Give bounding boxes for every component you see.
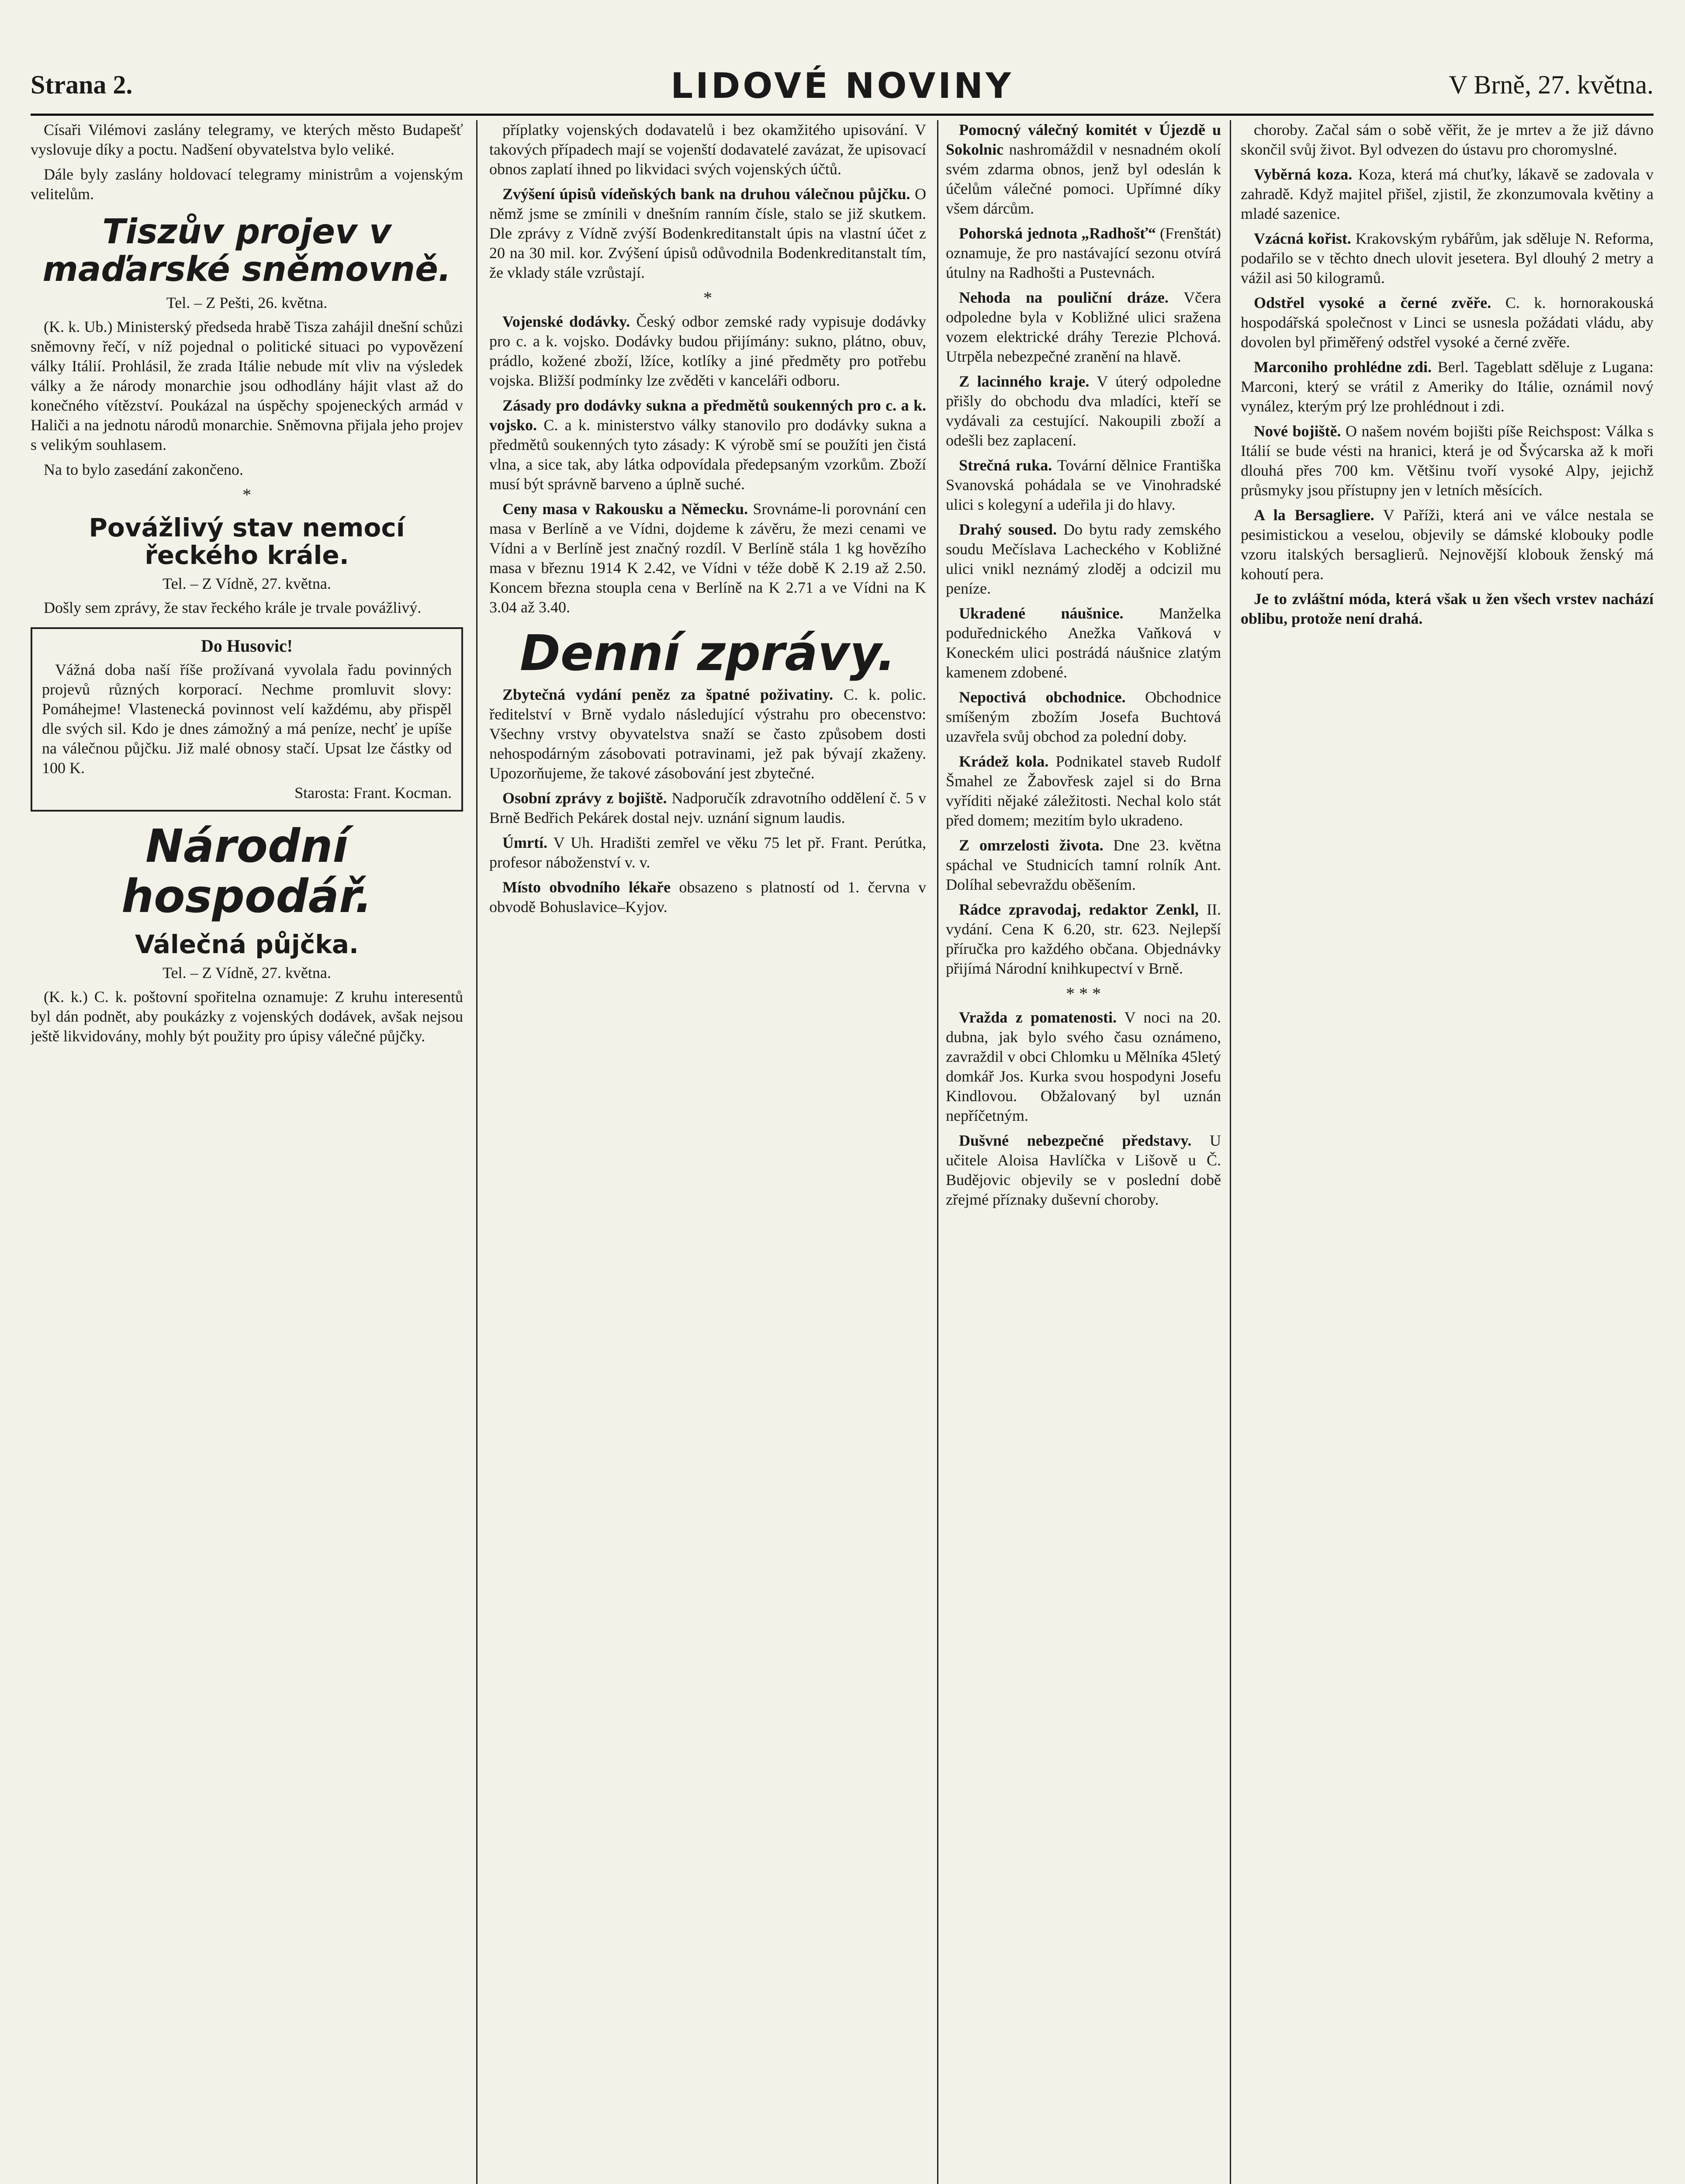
- masthead: [31, 66, 1654, 116]
- article-body: Český odbor zemské rady vypisuje dodávky pro c. a k. vojsko. Dodávky budou přijímány: sukno, plátno, obuv, prádlo, kožené zboží, lžíce, kotlíky a jiné předměty pro potřebu vojska. Bližší podmínky lze zvěděti v kanceláři odboru.: [489, 313, 926, 389]
- page-label: Strana 2.: [31, 70, 133, 99]
- article-title: Z omrzelosti života.: [959, 836, 1104, 854]
- article-title: Strečná ruka.: [959, 456, 1052, 474]
- headline-tisza: Tiszův projev v maďarské sněmovně.: [42, 212, 451, 289]
- article-continued: příplatky vojenských dodavatelů i bez okamžitého upisování. V takových případech mají se vojenští dodavatelé zavázat, že upisovací obnos zaplatí ihned po likvidaci svých vojenských účtů.: [489, 121, 926, 178]
- article-title: Zbytečná vydání peněz za špatné poživatiny.: [502, 686, 834, 704]
- column-rule-1: [476, 120, 477, 2184]
- article-body: U učitele Aloisa Havlíčka v Lišově u Č. Budějovic objevily se v poslední době zřejmé příznaky duševní choroby.: [946, 1132, 1221, 1208]
- dateline-tisza: Tel. – Z Pešti, 26. května.: [166, 294, 328, 311]
- article-title: Pomocný válečný komitét v Újezdě u Sokolnic: [946, 121, 1221, 158]
- notice-title: Do Husovic!: [201, 636, 293, 656]
- article-body: Dne 23. května spáchal ve Studnicích tamní rolník Ant. Dolíhal sebevraždu oběšením.: [946, 836, 1221, 893]
- headline-greek-king: Povážlivý stav nemocí řeckého krále.: [89, 512, 405, 570]
- article-body: Obchodnice smíšeným zbožím Josefa Buchtová uzavřela svůj obchod za polední doby.: [946, 688, 1221, 745]
- headline-denni-zpravy: Denní zprávy.: [519, 625, 896, 682]
- notice-box: [31, 627, 463, 812]
- article-title: Osobní zprávy z bojiště.: [502, 789, 667, 807]
- article-title: Úmrtí.: [502, 834, 547, 852]
- article-body: V Paříži, která ani ve válce nestala se pesimistickou a veselou, objevily se dámské klobouky podle vzoru italských bersaglierů. Nejnovější klobouk ženský má kohoutí pera.: [1241, 506, 1654, 583]
- article-title: Ukradené náušnice.: [959, 605, 1124, 622]
- article-body: Do bytu rady zemského soudu Mečíslava Lacheckého v Kobližné ulici vnikl neznámý zloděj a odcizil mu peníze.: [946, 521, 1221, 597]
- article-title: Odstřel vysoké a černé zvěře.: [1254, 294, 1491, 311]
- article-pujcka-body: (K. k.) C. k. poštovní spořitelna oznamuje: Z kruhu interesentů byl dán podnět, aby poukázky z vojenských dodávek, avšak nejsou ještě likvidovány, mohly být použity pro úpisy válečné půjčky.: [31, 988, 463, 1045]
- article-title: Dušvné nebezpečné představy.: [959, 1132, 1192, 1149]
- article-body: V noci na 20. dubna, jak bylo svého času oznámeno, zavraždil v obci Chlomku u Mělníka 45letý domkář Jos. Kurka svou hospodyni Josefu Kindlovou. Obžalovaný byl uznán nepříčetným.: [946, 1009, 1221, 1124]
- article-body: Krakovským rybářům, jak sděluje N. Reforma, podařilo se v těchto dnech ulovit jesetera. Byl dlouhý 2 metry a vážil asi 50 kilogramů.: [1241, 230, 1654, 287]
- article-body: Včera odpoledne byla v Kobližné ulici sražena vozem elektrické dráhy Terezie Plchová. Utrpěla nebezpečné zranění na hlavě.: [946, 289, 1221, 365]
- article-body: O němž jsme se zmínili v dnešním ranním čísle, stalo se již skutkem. Dle zprávy z Vídně zvýší Bodenkreditanstalt úpis na vlastní účet z 20 na 30 mil. kor. Zvýšení úpisů odůvodnila Bodenkreditanstalt tím, že vklady stále vzrůstají.: [489, 185, 926, 281]
- article-body: (Frenštát) oznamuje, že pro nastávající sezonu otvírá útulny na Radhošti a Pustevnách.: [946, 225, 1221, 281]
- article-body: II. vydání. Cena K 6.20, str. 623. Nejlepší příručka pro každého občana. Objednávky přijímá Národní knihkupectví v Brně.: [946, 901, 1221, 977]
- headline-narodni-hospodar: Národní hospodář.: [121, 819, 372, 923]
- column-2: [489, 120, 926, 2184]
- article-title: Drahý soused.: [959, 521, 1057, 538]
- column-rule-2: [937, 120, 938, 2184]
- article-body: O našem novém bojišti píše Reichspost: Válka s Itálií se bude vésti na hranici, která je od Švýcarska až k moři dlouhá přes 700 km. Většinu tvoří vysoké Alpy, jejichž průsmyky jsou přístupny jen v letních měsících.: [1241, 422, 1654, 499]
- article-body: C. a k. ministerstvo války stanovilo pro dodávky sukna a předmětů soukenných tyto zásady: K výrobě smí se použíti jen čistá vlna, a sice tak, aby látka odpovídala předepsaným vzorkům. Zboží musí být správně barveno a úplně suché.: [489, 416, 926, 493]
- article-title: Vzácná kořist.: [1254, 230, 1351, 247]
- article-title: Vyběrná koza.: [1254, 166, 1353, 183]
- article-closing: Je to zvláštní móda, která však u žen všech vrstev nachází oblibu, protože není drahá.: [1241, 590, 1654, 627]
- notice-body: Vážná doba naší říše prožívaná vyvolala řadu povinných projevů různých korporací. Nechme promluvit slovy: Pomáhejme! Vlastenecká povinnost velí každému, aby přispěl dle svých sil. Kdo je dnes zámožný a má peníze, nechť je upíše na válečnou půjčku. Již malé obnosy stačí. Upsat lze částky od 100 K.: [42, 661, 452, 777]
- article-title: Nepoctivá obchodnice.: [959, 688, 1126, 706]
- article-intro-2: Dále byly zaslány holdovací telegramy ministrům a vojenským velitelům.: [31, 166, 463, 203]
- article-body: nashromáždil v nesnadném okolí svém zdarma obnos, jenž byl odeslán k účelům válečné pomoci. Upřímné díky všem dárcům.: [946, 141, 1221, 217]
- article-title: Ceny masa v Rakousku a Německu.: [502, 500, 748, 518]
- article-title: Zásady pro dodávky sukna a předmětů soukenných pro c. a k. vojsko.: [489, 397, 926, 434]
- article-title: Pohorská jednota „Radhošť“: [959, 225, 1156, 242]
- dateline-greek-king: Tel. – Z Vídně, 27. května.: [163, 575, 331, 593]
- article-title: Marconiho prohlédne zdi.: [1254, 358, 1432, 376]
- article-body: Manželka poduřednického Anežka Vaňková v Koneckém ulici postrádá náušnice zlatým kamenem zdobené.: [946, 605, 1221, 681]
- article-title: Zvýšení úpisů vídeňských bank na druhou válečnou půjčku.: [502, 185, 910, 203]
- newspaper-title: LIDOVÉ NOVINY: [671, 66, 1014, 106]
- separator: * * *: [1066, 984, 1101, 1003]
- article-body: obsazeno s platností od 1. června v obvodě Bohuslavice–Kyjov.: [489, 878, 926, 916]
- article-title: Vražda z pomatenosti.: [959, 1009, 1117, 1026]
- separator: *: [703, 288, 712, 308]
- column-rule-3: [1230, 120, 1231, 2184]
- article-body: Srovnáme-li porovnání cen masa v Berlíně a ve Vídni, dojdeme k závěru, že mezi cenami ve Vídni a v Berlíně jest značný rozdíl. V Berlíně stála 1 kg hovězího masa v březnu 1914 K 2.42, ve Vídni v téže době K 2.19 až 2.50. Koncem března stoupla cena v Berlíně na K 2.71 a ve Vídni na K 3.04 až 3.40.: [489, 500, 926, 616]
- article-tisza-close: Na to bylo zasedání zakončeno.: [44, 460, 243, 478]
- article-body: Tovární dělnice Františka Svanovská pohádala se ve Vinohradské ulici s kolegyní a udeřila ji do hlavy.: [946, 456, 1221, 513]
- column-4: [1241, 120, 1654, 2184]
- article-title: A la Bersagliere.: [1254, 506, 1374, 524]
- article-title: Z lacinného kraje.: [959, 373, 1090, 390]
- article-body: V Uh. Hradišti zemřel ve věku 75 let př. Frant. Perútka, profesor náboženství v. v.: [489, 834, 926, 871]
- subheadline-valecna-pujcka: Válečná půjčka.: [135, 929, 359, 959]
- article-body: Koza, která má chuťky, lákavě se zadovala v zahradě. Když majitel přišel, zjistil, že zkonzumovala květiny a mladé sazenice.: [1241, 166, 1654, 222]
- issue-date: V Brně, 27. května.: [1449, 70, 1654, 99]
- article-title: Nehoda na pouliční dráze.: [959, 289, 1169, 306]
- separator: *: [242, 484, 251, 505]
- article-title: Místo obvodního lékaře: [502, 878, 671, 896]
- article-title: Rádce zpravodaj, redaktor Zenkl,: [959, 901, 1199, 918]
- article-title: Vojenské dodávky.: [502, 313, 630, 330]
- article-body: Berl. Tageblatt sděluje z Lugana: Marconi, který se vrátil z Ameriky do Itálie, oznámil nový vynález, kterým prý lze prohlédnout i zdi.: [1241, 358, 1654, 415]
- article-greek-king-body: Došly sem zprávy, že stav řeckého krále je trvale povážlivý.: [44, 599, 422, 617]
- article-title: Krádež kola.: [959, 753, 1049, 770]
- article-body: Nadporučík zdravotního oddělení č. 5 v Brně Bedřich Pekárek dostal nejv. uznání signum laudis.: [489, 789, 926, 827]
- dateline-pujcka: Tel. – Z Vídně, 27. května.: [163, 964, 331, 981]
- article-body: V úterý odpoledne přišly do obchodu dva mladíci, kteří se vydávali za cestující. Nakoupili zboží a odešli bez zaplacení.: [946, 373, 1221, 449]
- article-intro: Císaři Vilémovi zaslány telegramy, ve kterých město Budapešť vyslovuje díky a poctu. Nadšení obyvatelstva bylo veliké.: [31, 121, 463, 158]
- article-body: C. k. polic. ředitelství v Brně vydalo následující výstrahu pro obecenstvo: Všechny vrstvy obyvatelstva snaží se často způsobem dosti nehospodárným zásobovati potravinami, jež pak bývají zkaženy. Upozorňujeme, že takové zásobování jest zbytečné.: [489, 686, 926, 782]
- article-continued: choroby. Začal sám o sobě věřit, že je mrtev a že již dávno skončil svůj život. Byl odvezen do ústavu pro choromyslné.: [1241, 121, 1654, 158]
- article-body: C. k. hornorakouská hospodářská společnost v Linci se usnesla požádati vládu, aby dovolen byl přiměřený odstřel vysoké a černé zvěře.: [1241, 294, 1654, 351]
- column-1: [31, 120, 463, 2184]
- article-title: Nové bojiště.: [1254, 422, 1341, 440]
- column-3: [946, 120, 1221, 2184]
- article-body: Podnikatel staveb Rudolf Šmahel ze Žabovřesk zajel si do Brna vyříditi nějaké záležitosti. Nechal kolo stát před domem; mezitím bylo ukradeno.: [946, 753, 1221, 829]
- notice-signature: Starosta: Frant. Kocman.: [294, 784, 452, 802]
- article-tisza-body: (K. k. Ub.) Ministerský předseda hrabě Tisza zahájil dnešní schůzi sněmovny řečí, v níž pojednal o politické situaci po vypovězení války Itálií. Prohlásil, že zrada Itálie nebude mít vliv na výsledek války a že národy monarchie jsou odhodlány hájit vlast až do konečného vítězství. Poukázal na úspěchy spojeneckých armád v Haliči a na jednotu národů monarchie. Sněmovna přijala jeho projev s velikým souhlasem.: [31, 318, 463, 453]
